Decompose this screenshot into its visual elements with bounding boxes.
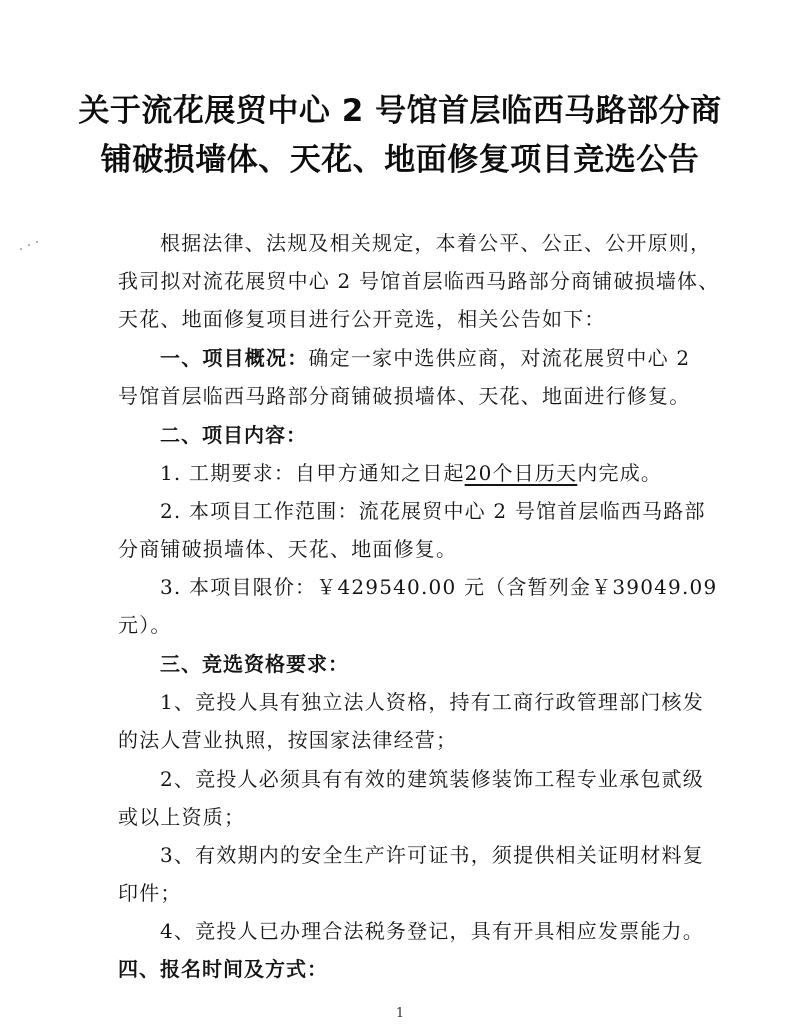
requirement-2-line-1: 2、竞投人必须具有有效的建筑装修装饰工程专业承包贰级	[160, 767, 704, 791]
requirement-1-line-1: 1、竞投人具有独立法人资格，持有工商行政管理部门核发	[160, 690, 704, 714]
item-1-duration: 20个日历天	[464, 461, 578, 485]
section-1-heading: 一、项目概况：	[160, 346, 309, 370]
scan-speck	[28, 244, 30, 246]
requirement-4-line-1: 4、竞投人已办理合法税务登记，具有开具相应发票能力。	[160, 919, 704, 943]
section-2-item-2-line-2: 分商铺破损墙体、天花、地面修复。	[118, 537, 458, 561]
intro-line-3: 天花、地面修复项目进行公开竞选，相关公告如下：	[118, 307, 606, 331]
document-title-line-2: 铺破损墙体、天花、地面修复项目竞选公告	[100, 142, 700, 178]
section-2-item-3-line-2: 元）。	[118, 613, 172, 637]
item-1-suffix: 内完成。	[577, 461, 663, 485]
requirement-2-line-2: 或以上资质；	[118, 805, 246, 829]
page-number: 1	[395, 1006, 405, 1021]
section-2-item-3-line-1: 3. 本项目限价：￥429540.00 元（含暂列金￥39049.09	[160, 575, 718, 599]
item-1-prefix: 1. 工期要求：自甲方通知之日起	[160, 461, 465, 485]
document-title-line-1: 关于流花展贸中心 2 号馆首层临西马路部分商	[78, 93, 722, 129]
intro-line-1: 根据法律、法规及相关规定，本着公平、公正、公开原则，	[160, 231, 712, 255]
requirement-3-line-2: 印件；	[118, 881, 182, 905]
requirement-1-line-2: 的法人营业执照，按国家法律经营；	[118, 728, 458, 752]
section-3-heading: 三、竞选资格要求：	[160, 652, 349, 676]
scan-speck	[36, 241, 38, 243]
intro-line-2: 我司拟对流花展贸中心 2 号馆首层临西马路部分商铺破损墙体、	[118, 269, 720, 293]
section-2-item-2-line-1: 2. 本项目工作范围：流花展贸中心 2 号馆首层临西马路部	[160, 499, 706, 523]
section-4-heading: 四、报名时间及方式：	[118, 957, 328, 981]
section-1-line-1	[160, 344, 690, 372]
requirement-3-line-1: 3、有效期内的安全生产许可证书，须提供相关证明材料复	[160, 843, 704, 867]
section-2-heading: 二、项目内容：	[160, 423, 307, 447]
section-1-text: 确定一家中选供应商，对流花展贸中心 2	[308, 346, 691, 370]
section-1-line-2: 号馆首层临西马路部分商铺破损墙体、天花、地面进行修复。	[118, 384, 691, 408]
scan-speck	[20, 248, 22, 250]
section-2-item-1	[160, 459, 662, 487]
